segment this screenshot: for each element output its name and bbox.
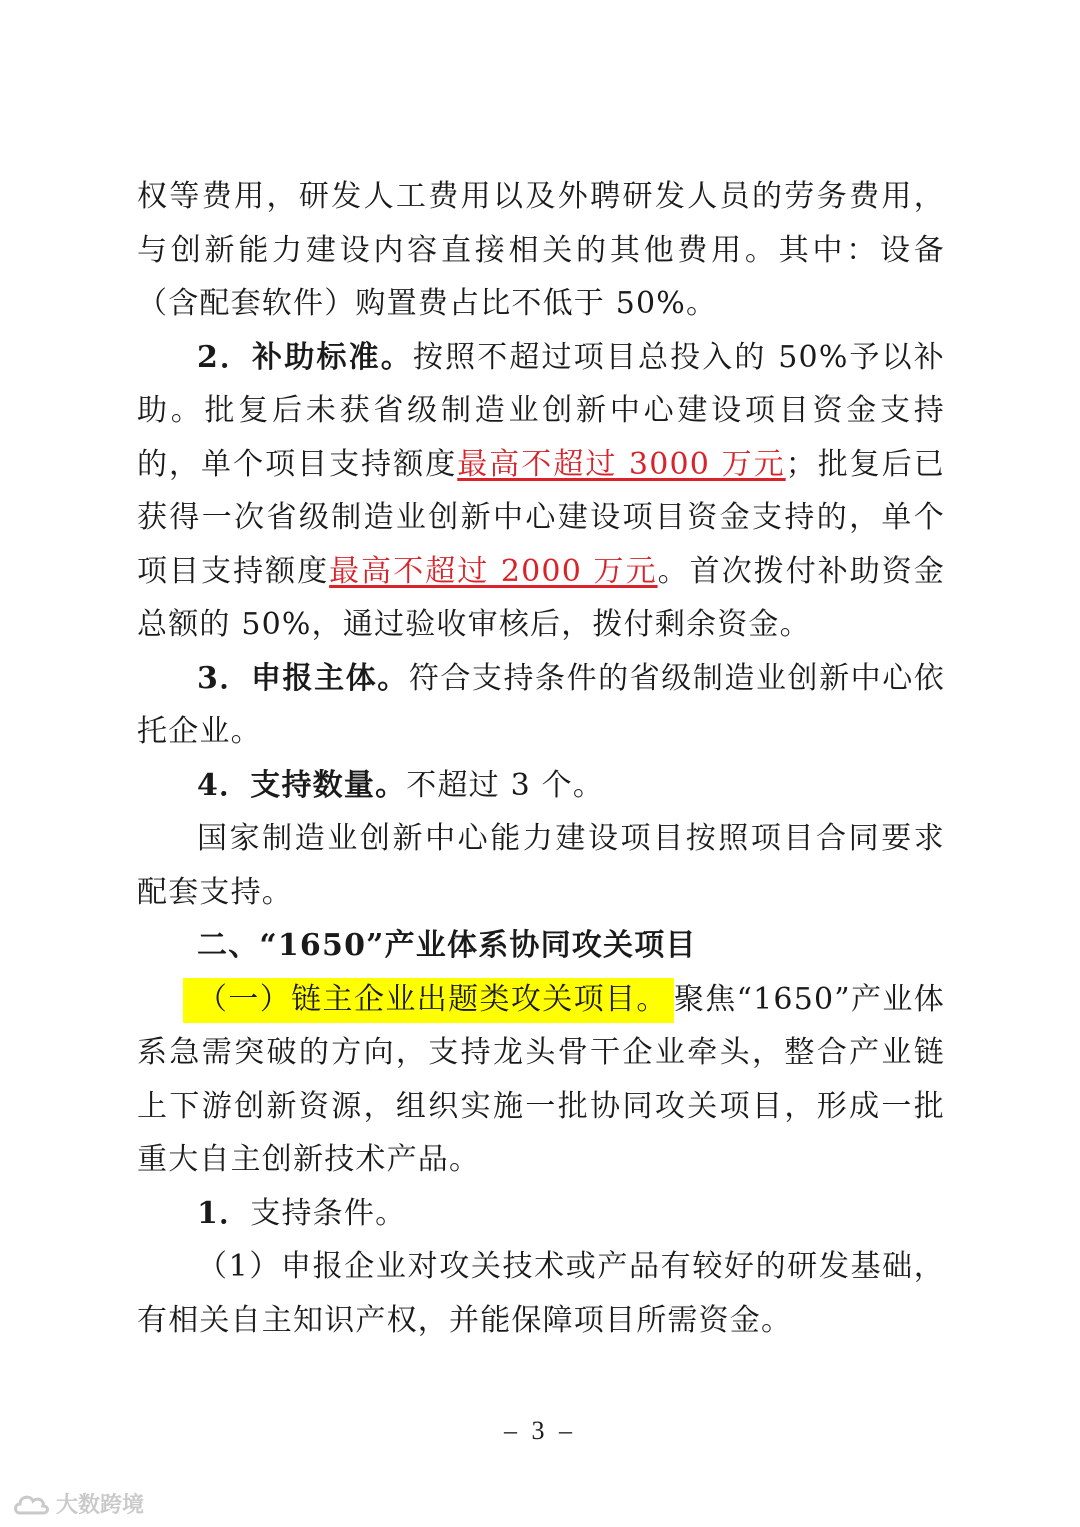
item-number-1: 1．	[197, 1195, 251, 1231]
watermark-text: 大数跨境	[56, 1493, 145, 1518]
quantity-text: 不超过 3 个。	[406, 767, 605, 803]
emphasis-max-3000: 最高不超过 3000 万元	[457, 446, 786, 482]
item-number-2: 2．补助标准。	[197, 339, 413, 375]
paragraph-support-conditions	[137, 1187, 945, 1241]
subsidy-text-c: 。首次拨付补助资金总额的 50%，通过验收审核后，拨付剩余资金。	[137, 553, 945, 642]
page-number: – 3 –	[504, 1416, 576, 1445]
paragraph-subsidy-standard	[137, 331, 945, 652]
paragraph-quantity	[137, 759, 945, 813]
paragraph-national-center: 国家制造业创新中心能力建设项目按照项目合同要求配套支持。	[137, 821, 945, 910]
chain-leader-text: 聚焦“1650”产业体系急需突破的方向，支持龙头骨干企业牵头，整合产业链上下游创新资源，组织实施一批协同攻关项目，形成一批重大自主创新技术产品。	[137, 981, 945, 1177]
highlighted-subheading: （一）链主企业出题类攻关项目。	[183, 978, 674, 1023]
support-conditions-text: 支持条件。	[250, 1195, 407, 1231]
paragraph-costs: 权等费用，研发人工费用以及外聘研发人员的劳务费用，与创新能力建设内容直接相关的其他费用。其中：设备（含配套软件）购置费占比不低于 50%。	[137, 179, 945, 321]
subsidy-text-b: ；批复后已获得一次省级制造业创新中心建设项目资金支持的，单个项目支持额度	[137, 446, 946, 589]
paragraph-condition-1: （1）申报企业对攻关技术或产品有较好的研发基础，有相关自主知识产权，并能保障项目所需资金。	[137, 1249, 945, 1338]
emphasis-max-2000: 最高不超过 2000 万元	[329, 553, 658, 589]
paragraph-applicant	[137, 652, 945, 759]
document-body	[137, 170, 945, 1347]
applicant-text: 符合支持条件的省级制造业创新中心依托企业。	[137, 660, 945, 749]
subsidy-text-a: 按照不超过项目总投入的 50%予以补助。批复后未获省级制造业创新中心建设项目资金支持的，单个项目支持额度	[137, 339, 945, 482]
section-heading-2: 二、“1650”产业体系协同攻关项目	[197, 928, 697, 963]
item-number-4: 4．支持数量。	[197, 767, 407, 803]
watermark	[12, 1488, 144, 1519]
item-number-3: 3．申报主体。	[197, 660, 409, 696]
cloud-logo-icon	[12, 1491, 52, 1517]
paragraph-chain-leader	[137, 973, 945, 1187]
